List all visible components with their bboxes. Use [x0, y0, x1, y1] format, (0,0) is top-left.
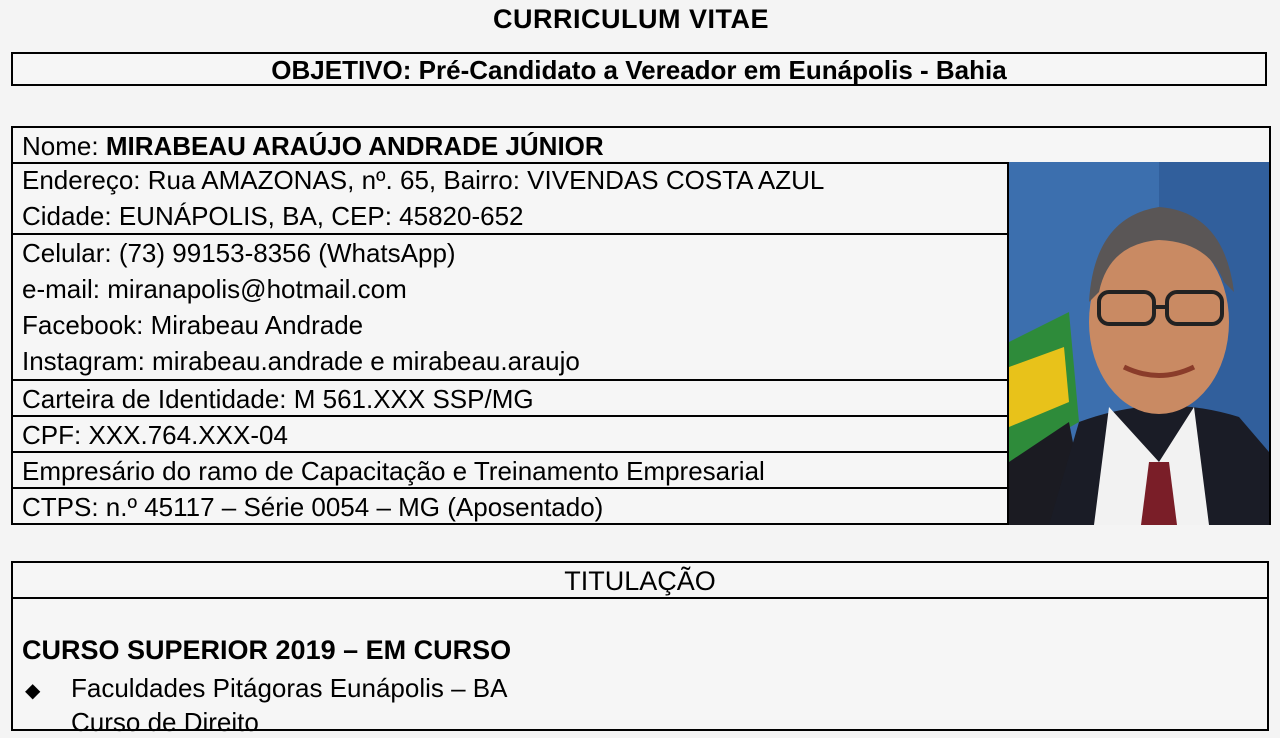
instagram-line: Instagram: mirabeau.andrade e mirabeau.araujo	[22, 346, 580, 376]
name-value: MIRABEAU ARAÚJO ANDRADE JÚNIOR	[105, 131, 604, 161]
titulacao-section	[11, 561, 1269, 737]
personal-info-table	[11, 126, 1271, 525]
cpf-row: CPF: XXX.764.XXX-04	[13, 417, 1007, 453]
ctps-row: CTPS: n.º 45117 – Série 0054 – MG (Aposentado)	[22, 492, 604, 522]
institution-text: Faculdades Pitágoras Eunápolis – BA	[71, 673, 508, 703]
address-line: Endereço: Rua AMAZONAS, nº. 65, Bairro: VIVENDAS COSTA AZUL	[22, 165, 825, 195]
course-list-item-2: Curso de Direito	[71, 707, 259, 737]
name-label: Nome:	[22, 131, 106, 161]
id-card-row: Carteira de Identidade: M 561.XXX SSP/MG	[13, 381, 1007, 417]
course-heading: CURSO SUPERIOR 2019 – EM CURSO	[22, 635, 512, 665]
occupation-row: Empresário do ramo de Capacitação e Treinamento Empresarial	[13, 453, 1007, 489]
address-block	[13, 162, 1007, 235]
titulacao-heading: TITULAÇÃO	[13, 563, 1267, 599]
name-row	[13, 128, 1269, 164]
profile-photo	[1007, 162, 1269, 525]
diamond-bullet-icon: ◆	[25, 680, 41, 702]
email-line: e-mail: miranapolis@hotmail.com	[22, 274, 407, 304]
portrait-illustration	[1009, 162, 1269, 525]
phone-line: Celular: (73) 99153-8356 (WhatsApp)	[22, 238, 456, 268]
city-line: Cidade: EUNÁPOLIS, BA, CEP: 45820-652	[22, 201, 524, 231]
contact-block	[13, 235, 1007, 381]
objective-box: OBJETIVO: Pré-Candidato a Vereador em Eunápolis - Bahia	[11, 52, 1267, 86]
course-list-item	[25, 673, 508, 704]
facebook-line: Facebook: Mirabeau Andrade	[22, 310, 364, 340]
document-title: CURRICULUM VITAE	[493, 4, 769, 34]
